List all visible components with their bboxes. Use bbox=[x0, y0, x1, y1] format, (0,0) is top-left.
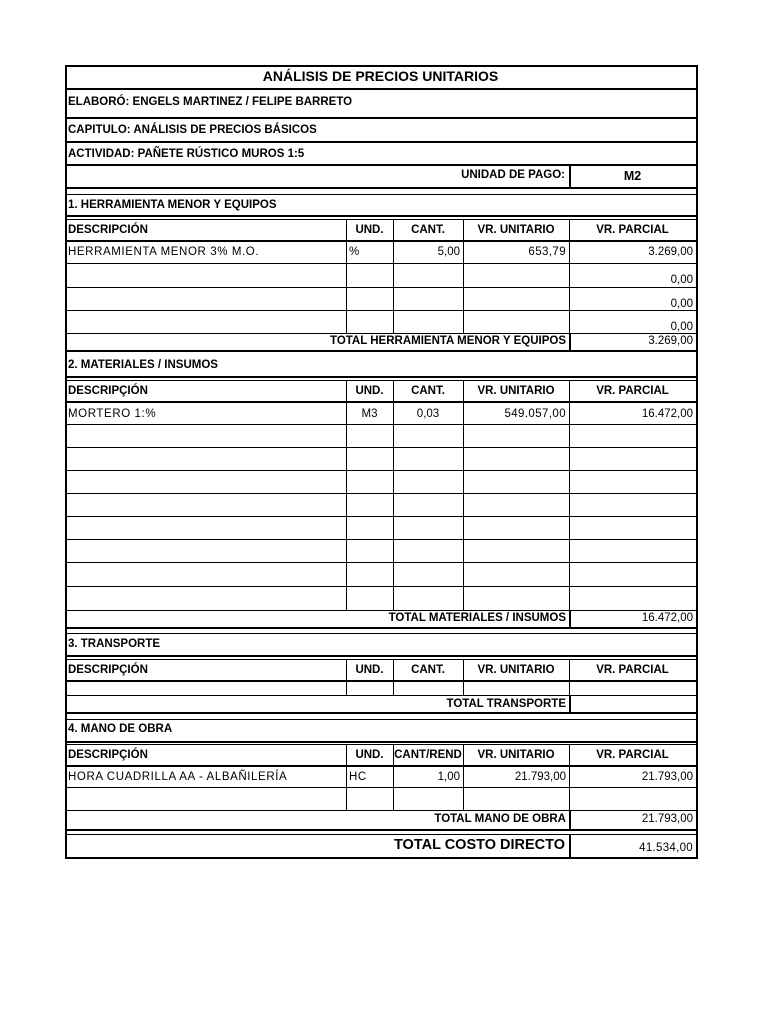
grid-line bbox=[65, 659, 696, 660]
total-materiales-label: TOTAL MATERIALES / INSUMOS bbox=[388, 612, 566, 624]
grid-line bbox=[65, 447, 696, 448]
section-title-materiales: 2. MATERIALES / INSUMOS bbox=[68, 359, 218, 371]
grid-line bbox=[346, 424, 347, 447]
grid-line bbox=[346, 516, 347, 539]
grid-line bbox=[463, 263, 464, 287]
grid-line bbox=[346, 263, 347, 287]
grid-line bbox=[65, 586, 696, 587]
grid-line bbox=[65, 719, 696, 720]
grid-line bbox=[65, 117, 696, 119]
row-und: HC bbox=[349, 771, 367, 783]
grid-line bbox=[393, 263, 394, 287]
col-header-cant: CANT. bbox=[411, 224, 445, 236]
grid-line bbox=[393, 219, 394, 240]
col-header-vr-unitario: VR. UNITARIO bbox=[477, 664, 555, 676]
grid-line bbox=[65, 633, 696, 634]
total-mano-obra-label: TOTAL MANO DE OBRA bbox=[434, 813, 566, 825]
grid-line bbox=[65, 380, 696, 381]
row-vr-parcial: 0,00 bbox=[670, 298, 693, 310]
grid-line bbox=[393, 470, 394, 493]
total-materiales-value: 16.472,00 bbox=[641, 612, 693, 624]
total-mano-obra-value: 21.793,00 bbox=[641, 813, 693, 825]
grid-line bbox=[65, 350, 696, 352]
col-header-descripcion: DESCRIPCIÓN bbox=[68, 224, 148, 236]
grid-line bbox=[569, 680, 570, 695]
row-vr-unitario: 21.793,00 bbox=[514, 771, 566, 783]
grid-line bbox=[393, 787, 394, 810]
row-descripcion: MORTERO 1:% bbox=[68, 408, 157, 420]
grid-line bbox=[463, 447, 464, 470]
grid-line bbox=[346, 287, 347, 310]
col-header-und: UND. bbox=[355, 749, 384, 761]
grid-line bbox=[65, 562, 696, 563]
grid-line bbox=[65, 65, 696, 67]
grid-line bbox=[346, 586, 347, 610]
grid-line bbox=[393, 586, 394, 610]
grid-line bbox=[346, 765, 347, 787]
total-costo-directo-label: TOTAL COSTO DIRECTO bbox=[393, 837, 565, 853]
actividad-field: ACTIVIDAD: PAÑETE RÚSTICO MUROS 1:5 bbox=[68, 148, 305, 160]
grid-line bbox=[569, 447, 570, 470]
grid-line bbox=[65, 810, 696, 811]
grid-line bbox=[393, 659, 394, 680]
grid-line bbox=[65, 219, 696, 220]
row-und: % bbox=[349, 246, 360, 258]
grid-line bbox=[65, 401, 696, 403]
col-header-descripcion: DESCRIPÇIÓN bbox=[68, 385, 148, 397]
grid-line bbox=[65, 141, 696, 143]
grid-line bbox=[346, 447, 347, 470]
row-vr-unitario: 549.057,00 bbox=[504, 408, 566, 420]
col-header-cant: CANT. bbox=[411, 664, 445, 676]
grid-line bbox=[463, 787, 464, 810]
grid-line bbox=[346, 310, 347, 333]
grid-line bbox=[65, 376, 696, 378]
grid-line bbox=[569, 787, 570, 810]
grid-line bbox=[569, 424, 570, 447]
grid-line bbox=[463, 744, 464, 765]
grid-line bbox=[65, 164, 696, 166]
unidad-pago-value: M2 bbox=[623, 169, 642, 183]
col-header-cant-rend: CANT/REND bbox=[394, 749, 462, 761]
grid-line bbox=[65, 88, 696, 90]
row-vr-parcial: 16.472,00 bbox=[641, 408, 693, 420]
row-vr-parcial: 0,00 bbox=[670, 274, 693, 286]
grid-line bbox=[569, 562, 570, 586]
grid-line bbox=[463, 562, 464, 586]
total-herramienta-label: TOTAL HERRAMIENTA MENOR Y EQUIPOS bbox=[330, 335, 566, 347]
grid-line bbox=[346, 240, 347, 263]
grid-line bbox=[346, 787, 347, 810]
grid-line bbox=[463, 516, 464, 539]
col-header-und: UND. bbox=[355, 224, 384, 236]
row-descripcion: HERRAMIENTA MENOR 3% M.O. bbox=[68, 246, 260, 258]
total-transporte-label: TOTAL TRANSPORTE bbox=[446, 698, 566, 710]
unidad-pago-label: UNIDAD DE PAGO: bbox=[461, 169, 565, 181]
grid-line bbox=[65, 834, 696, 835]
grid-line bbox=[65, 857, 696, 859]
grid-line bbox=[65, 287, 696, 288]
grid-line bbox=[463, 219, 464, 240]
row-cant: 0,03 bbox=[416, 408, 440, 420]
grid-line bbox=[65, 655, 696, 657]
col-header-und: UND. bbox=[355, 664, 384, 676]
grid-line bbox=[346, 493, 347, 516]
grid-line bbox=[463, 659, 464, 680]
grid-line bbox=[569, 380, 570, 401]
grid-line bbox=[65, 65, 67, 859]
col-header-vr-parcial: VR. PARCIAL bbox=[596, 664, 669, 676]
grid-line bbox=[569, 493, 570, 516]
grid-line bbox=[463, 493, 464, 516]
col-header-cant: CANT. bbox=[411, 385, 445, 397]
grid-line bbox=[346, 380, 347, 401]
grid-line bbox=[65, 539, 696, 540]
grid-line bbox=[393, 310, 394, 333]
grid-line bbox=[569, 219, 570, 240]
grid-line bbox=[65, 741, 696, 743]
grid-line bbox=[65, 187, 696, 189]
grid-line bbox=[65, 695, 696, 696]
grid-line bbox=[65, 787, 696, 788]
grid-line bbox=[696, 65, 698, 859]
col-header-vr-unitario: VR. UNITARIO bbox=[477, 224, 555, 236]
grid-line bbox=[569, 586, 570, 610]
col-header-descripcion: DESCRIPÇIÓN bbox=[68, 749, 148, 761]
apu-sheet bbox=[65, 65, 696, 859]
grid-line bbox=[65, 194, 696, 195]
section-title-mano-obra: 4. MANO DE OBRA bbox=[68, 723, 173, 735]
grid-line bbox=[463, 586, 464, 610]
grid-line bbox=[65, 470, 696, 471]
grid-line bbox=[393, 493, 394, 516]
elaboro-field: ELABORÓ: ENGELS MARTINEZ / FELIPE BARRETO bbox=[68, 96, 353, 108]
capitulo-field: CAPITULO: ANÁLISIS DE PRECIOS BÁSICOS bbox=[68, 124, 317, 136]
grid-line bbox=[65, 424, 696, 425]
grid-line bbox=[393, 680, 394, 695]
grid-line bbox=[393, 744, 394, 765]
col-header-vr-unitario: VR. UNITARIO bbox=[477, 385, 555, 397]
grid-line bbox=[346, 539, 347, 562]
col-header-vr-unitario: VR. UNITARIO bbox=[477, 749, 555, 761]
grid-line bbox=[569, 659, 570, 680]
col-header-vr-parcial: VR. PARCIAL bbox=[596, 749, 669, 761]
row-vr-parcial: 3.269,00 bbox=[648, 246, 693, 258]
grid-line bbox=[346, 219, 347, 240]
total-herramienta-value: 3.269,00 bbox=[648, 335, 693, 347]
grid-line bbox=[65, 680, 696, 682]
row-und: M3 bbox=[361, 408, 378, 420]
grid-line bbox=[346, 744, 347, 765]
grid-line bbox=[463, 470, 464, 493]
grid-line bbox=[65, 516, 696, 517]
col-header-vr-parcial: VR. PARCIAL bbox=[596, 385, 669, 397]
col-header-descripcion: DESCRIPÇIÓN bbox=[68, 664, 148, 676]
row-descripcion: HORA CUADRILLA AA - ALBAÑILERÍA bbox=[68, 771, 288, 783]
grid-line bbox=[463, 539, 464, 562]
col-header-und: UND. bbox=[355, 385, 384, 397]
grid-line bbox=[393, 562, 394, 586]
section-title-transporte: 3. TRANSPORTE bbox=[68, 638, 161, 650]
grid-line bbox=[65, 829, 696, 831]
grid-line bbox=[393, 424, 394, 447]
grid-line bbox=[65, 744, 696, 745]
grid-line bbox=[393, 539, 394, 562]
grid-line bbox=[346, 680, 347, 695]
grid-line bbox=[463, 287, 464, 310]
grid-line bbox=[65, 215, 696, 217]
grid-line bbox=[463, 680, 464, 695]
grid-line bbox=[569, 744, 570, 765]
grid-line bbox=[569, 539, 570, 562]
grid-line bbox=[569, 470, 570, 493]
grid-line bbox=[463, 424, 464, 447]
page-title: ANÁLISIS DE PRECIOS UNITARIOS bbox=[262, 68, 499, 84]
grid-line bbox=[569, 516, 570, 539]
grid-line bbox=[65, 493, 696, 494]
grid-line bbox=[393, 447, 394, 470]
grid-line bbox=[569, 695, 571, 712]
grid-line bbox=[65, 712, 696, 714]
grid-line bbox=[65, 765, 696, 767]
grid-line bbox=[393, 516, 394, 539]
row-cant: 1,00 bbox=[437, 771, 460, 783]
grid-line bbox=[463, 310, 464, 333]
grid-line bbox=[346, 659, 347, 680]
grid-line bbox=[346, 562, 347, 586]
grid-line bbox=[393, 287, 394, 310]
grid-line bbox=[65, 627, 696, 629]
grid-line bbox=[65, 263, 696, 264]
grid-line bbox=[463, 380, 464, 401]
col-header-vr-parcial: VR. PARCIAL bbox=[596, 224, 669, 236]
row-vr-unitario: 653,79 bbox=[528, 246, 566, 258]
grid-line bbox=[346, 470, 347, 493]
row-vr-parcial: 21.793,00 bbox=[641, 771, 693, 783]
section-title-herramienta: 1. HERRAMIENTA MENOR Y EQUIPOS bbox=[68, 199, 277, 211]
total-costo-directo-value: 41.534,00 bbox=[639, 842, 693, 854]
row-vr-parcial: 0,00 bbox=[670, 321, 693, 333]
row-cant: 5,00 bbox=[437, 246, 460, 258]
grid-line bbox=[65, 240, 696, 242]
grid-line bbox=[393, 380, 394, 401]
